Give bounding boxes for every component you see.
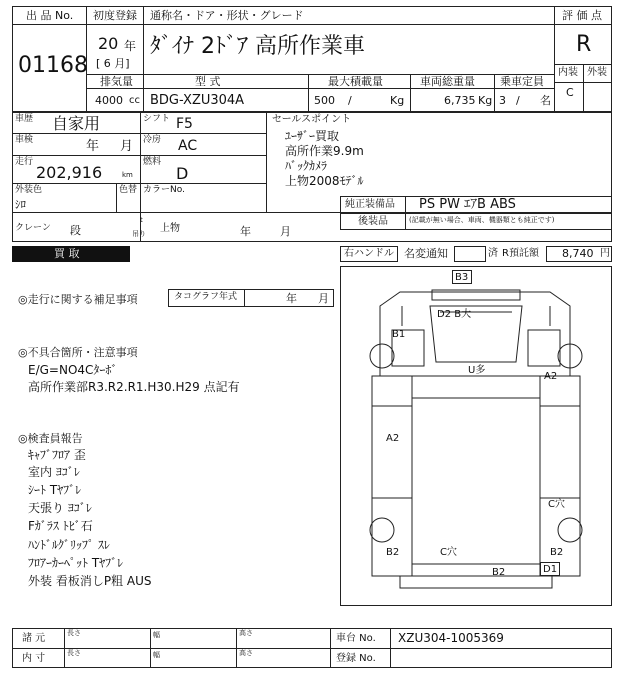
inspector-line: ﾌﾛｱｰｶｰﾍﾟｯﾄ Tﾔﾌﾞﾚ [28,556,124,570]
max-load-label: 最大積載量 [328,75,383,88]
history-label: 車歴 [15,114,34,124]
length-label: 長さ [67,629,81,637]
reg-label: 登録 No. [336,653,376,664]
sales-line: ﾕｰｻﾞｰ買取 [285,129,340,143]
shift-label: シフト [143,114,171,124]
ac-value: AC [178,138,198,154]
bed-label: 上物 [160,223,180,234]
recycle-value: 8,740 [562,247,594,260]
inspector-line: Fｶﾞﾗｽ ﾄﾋﾞ石 [28,519,93,533]
crane-stage: 段 [70,224,81,237]
sales-line: ﾊﾞｯｸｶﾒﾗ [285,159,328,173]
exterior-color-value: ｼﾛ [15,198,26,211]
year-unit: 年 [124,39,137,53]
naisun-label: 内 寸 [22,653,46,664]
chassis-value: XZU304-1005369 [398,631,504,645]
lot-number: 01168 [18,53,88,78]
fuel-value: D [176,164,189,183]
purchase-label: 買 取 [54,247,80,260]
color-no-label-2: カラーNo. [143,185,185,195]
inspector-line: 外装 看板消しP粗 AUS [28,574,152,588]
inspection-year: 年 [86,139,100,154]
capacity-sep: / [516,94,520,107]
max-load-value: 500 [314,94,335,107]
mark-b2-left: B2 [386,547,400,558]
shift-value: F5 [176,116,193,132]
model-value: BDG-XZU304A [150,93,245,108]
capacity-unit: 名 [540,94,551,107]
interior-value: C [566,86,574,99]
crane-label: クレーン [15,223,51,233]
mark-c-hole-right: C穴 [548,499,565,510]
inspector-line: ﾊﾝﾄﾞﾙｸﾞﾘｯﾌﾟ ｽﾚ [28,538,110,552]
displacement-unit: cc [129,95,140,106]
mileage-value: 202,916 [36,163,103,182]
mark-a2-right: A2 [544,371,558,382]
inspector-line: ｷｬﾌﾞﾌﾛｱ 歪 [28,448,86,462]
width-label: 幅 [153,651,160,659]
gross-weight-value: 6,735 [444,94,476,107]
mark-b3: B3 [455,272,469,283]
right-handle: 右ハンドル [344,248,394,259]
inspector-line: 天張り ﾖｺﾞﾚ [28,501,92,515]
truck-diagram [340,266,612,606]
max-load-unit: Kg [390,94,405,107]
first-reg-label: 初度登録 [93,9,137,22]
recycle-label: R預託額 [502,248,539,259]
mark-b2-right: B2 [550,547,564,558]
mark-d2b: D2 B大 [437,309,472,320]
genuine-value: PS PW ｴｱB ABS [419,197,516,212]
exterior-color-label: 外装色 [15,185,43,195]
sales-line: 高所作業9.9m [285,144,364,158]
rating-value: R [576,32,592,57]
exterior-label: 外装 [587,67,607,78]
mark-c-hole-bottom: C穴 [440,547,457,558]
defect-line: E/G=NO4Cﾀｰﾎﾞ [28,363,118,377]
name-change-label: 名変通知 [404,247,448,260]
name-change-box [454,246,486,262]
width-label: 幅 [153,631,160,639]
first-reg-month: [ 6 月] [96,57,130,70]
tachograph-month: 月 [318,292,329,305]
max-load-sep: / [348,94,352,107]
recycle-prefix: 済 [488,248,498,259]
aftermarket-label: 後装品 [358,216,388,227]
rating-label: 評 価 点 [562,9,602,22]
model-label: 型 式 [195,75,221,88]
vehicle-name: ﾀﾞｲﾅ 2ﾄﾞｱ 高所作業車 [150,34,365,59]
crane-hang: 吊り [132,230,146,238]
lot-label: 出 品 No. [26,9,74,22]
bed-year: 年 [240,225,251,238]
bed-month: 月 [280,225,291,238]
fuel-label: 燃料 [143,157,162,167]
defects-title: ◎不具合箇所・注意事項 [18,346,138,359]
chassis-label: 車台 No. [336,633,376,644]
color-no-label: 色替 [119,185,138,195]
tachograph-label: タコグラフ年式 [174,292,238,302]
crane-t: t [140,216,143,224]
ac-label: 冷房 [143,135,162,145]
shoyo-label: 諸 元 [22,633,46,644]
inspection-label: 車検 [15,135,34,145]
genuine-label: 純正装備品 [345,199,395,210]
inspector-line: 室内 ﾖｺﾞﾚ [28,465,80,479]
mileage-unit: km [122,171,133,179]
tachograph-year: 年 [286,292,297,305]
history-value: 自家用 [52,114,101,133]
height-label: 高さ [239,629,253,637]
first-reg-year: 20 [98,34,119,53]
mark-b2-bottom: B2 [492,567,506,578]
yen-unit: 円 [600,248,610,259]
length-label: 長さ [67,649,81,657]
displacement-value: 4000 [95,94,123,107]
mark-u: U多 [468,365,486,376]
gross-weight-unit: Kg [478,94,493,107]
sales-title: セールスポイント [272,114,352,125]
aftermarket-note: (記載が無い場合、車両、機器類とも純正です) [409,216,555,224]
mark-b1: B1 [392,329,406,340]
capacity-value: 3 [499,94,506,107]
gross-weight-label: 車両総重量 [420,75,475,88]
interior-label: 内装 [558,67,578,78]
capacity-label: 乗車定員 [500,75,544,88]
height-label: 高さ [239,649,253,657]
displacement-label: 排気量 [100,75,133,88]
mileage-label: 走行 [15,157,34,167]
sales-line: 上物2008ﾓﾃﾞﾙ [285,174,364,188]
driving-title: ◎走行に関する補足事項 [18,293,138,306]
defect-line: 高所作業部R3.R2.R1.H30.H29 点記有 [28,380,240,394]
inspection-month: 月 [120,139,134,154]
inspector-line: ｼｰﾄ Tﾔﾌﾞﾚ [28,483,82,497]
mark-a2-left: A2 [386,433,400,444]
mark-d1: D1 [543,564,558,575]
vehicle-name-label: 通称名・ドア・形状・グレード [150,9,304,22]
inspector-title: ◎検査員報告 [18,432,83,445]
